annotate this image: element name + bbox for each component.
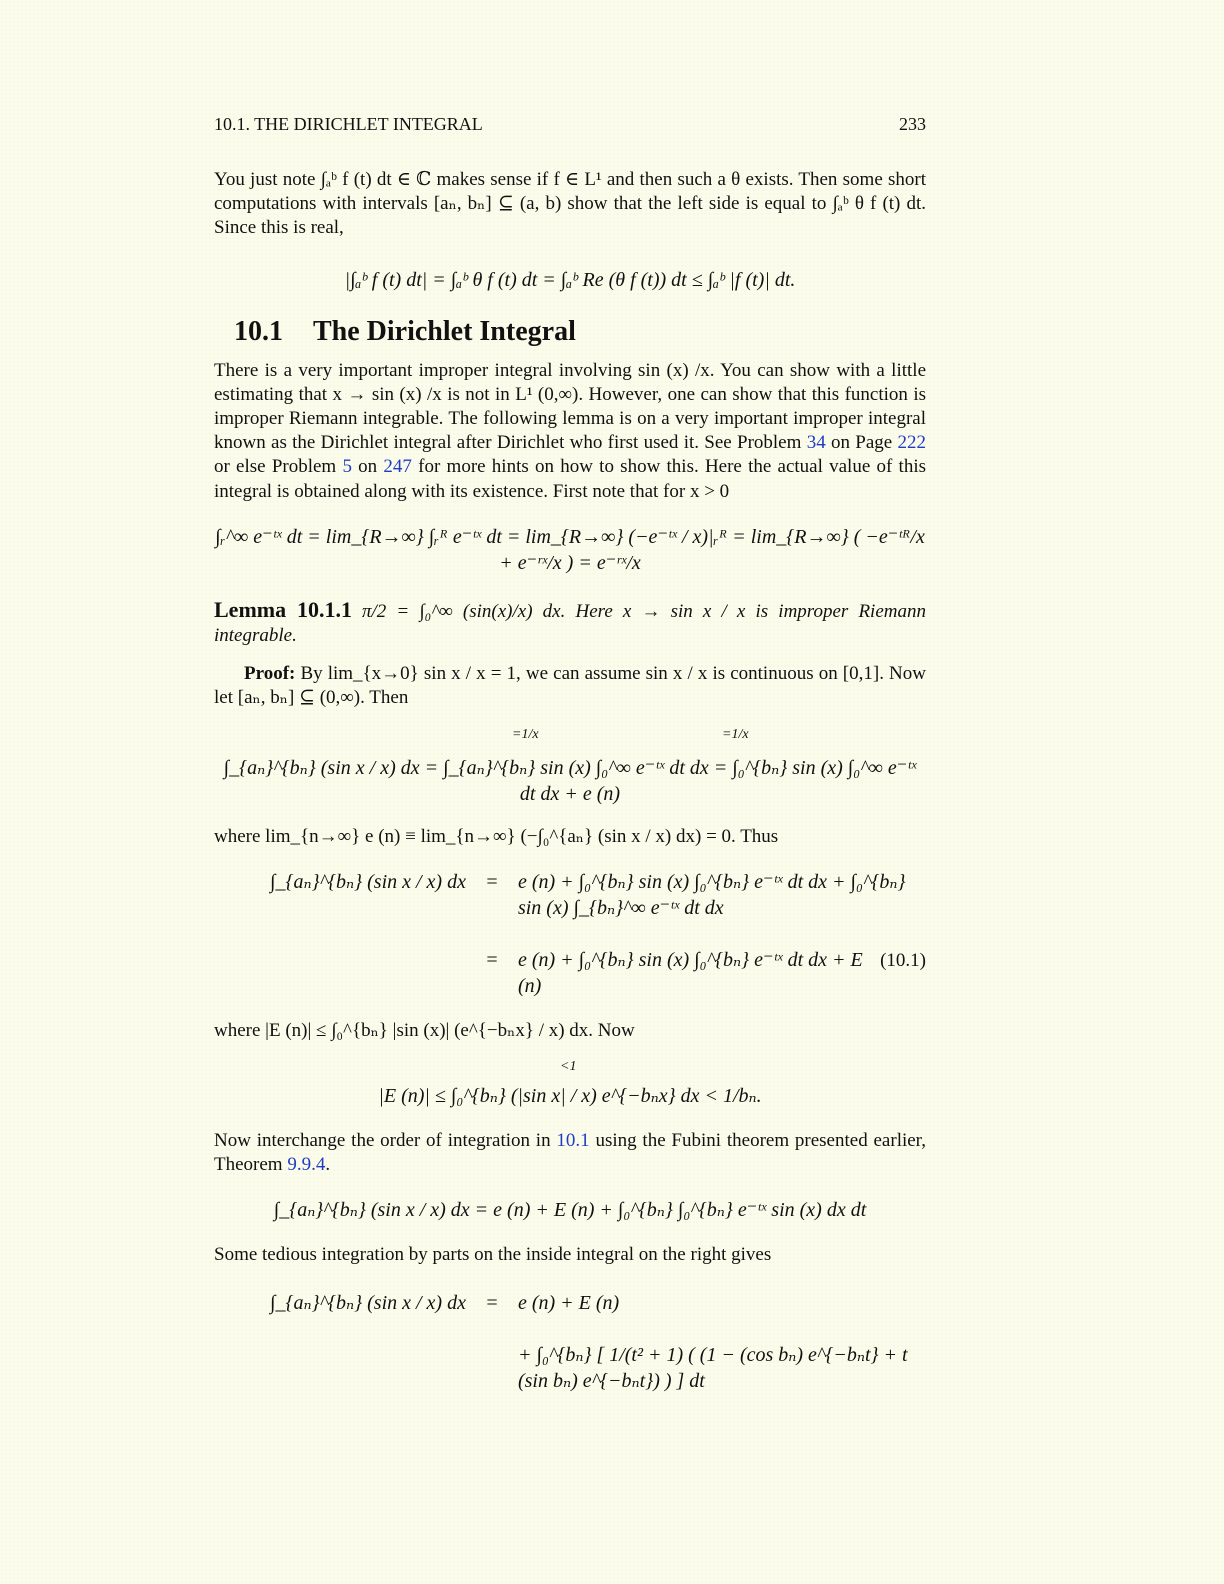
lemma-statement: π/2 = ∫₀^∞ (sin(x)/x) dx. Here x → sin x / x is improper Riemann integrable. <box>214 600 926 647</box>
proof-label: Proof: <box>244 663 296 685</box>
page-number: 233 <box>899 114 926 134</box>
running-header <box>214 112 926 136</box>
paragraph-dirichlet: There is a very important improper integral involving sin (x) /x. You can show with a little estimating that x → sin (x) /x is not in L¹ (0,∞). However, one can show that this function is improper Riemann integrable. The following lemma is on a very important improper integral known as the Dirichlet integral after Dirichlet who first used it. See Problem 34 on Page 222 or else Problem 5 on 247 for more hints on how to show this. Here the actual value of this integral is obtained along with its existence. First note that for x > 0 <box>214 359 927 502</box>
section-title: The Dirichlet Integral <box>313 315 576 347</box>
equation-fubini: ∫_{aₙ}^{bₙ} (sin x / x) dx = e (n) + E (n) + ∫₀^{bₙ} ∫₀^{bₙ} e⁻ᵗˣ sin (x) dx dt <box>273 1199 867 1222</box>
equation-10-1-lhs: ∫_{aₙ}^{bₙ} (sin x / x) dx <box>270 870 466 893</box>
proof-paragraph: Proof: By lim_{x→0} sin x / x = 1, we can assume sin x / x is continuous on [0,1]. Now let [aₙ, bₙ] ⊆ (0,∞). Then <box>214 663 926 709</box>
overbrace-label-1: =1/x <box>512 726 539 742</box>
equation-final-eq-sign: = <box>486 1291 498 1314</box>
running-title: 10.1. THE DIRICHLET INTEGRAL <box>214 114 483 134</box>
link-page-222[interactable]: 222 <box>897 432 926 454</box>
link-problem-34[interactable]: 34 <box>806 432 826 454</box>
page-body <box>214 112 926 1394</box>
equation-integral-bound: |∫ₐᵇ f (t) dt| = ∫ₐᵇ θ f (t) dt = ∫ₐᵇ Re (θ f (t)) dt ≤ ∫ₐᵇ |f (t)| dt. <box>344 268 796 291</box>
underbrace-label: <1 <box>560 1059 577 1075</box>
equation-10-1 <box>214 869 926 999</box>
section-number: 10.1 <box>234 315 283 347</box>
equation-10-1-eq-sign: = <box>486 870 498 893</box>
equation-exponential-integral: ∫ᵣ^∞ e⁻ᵗˣ dt = lim_{R→∞} ∫ᵣᴿ e⁻ᵗˣ dt = lim_{R→∞} (−e⁻ᵗˣ / x)|ᵣᴿ = lim_{R→∞} ( −e⁻ᵗᴿ/x + e⁻ʳˣ/x ) = e⁻ʳˣ/x <box>215 525 925 574</box>
underbrace-labels <box>214 1057 926 1079</box>
equation-10-1-line1: e (n) + ∫₀^{bₙ} sin (x) ∫₀^{bₙ} e⁻ᵗˣ dt dx + ∫₀^{bₙ} sin (x) ∫_{bₙ}^∞ e⁻ᵗˣ dt dx <box>517 870 906 919</box>
lemma-10-1-1 <box>214 598 926 648</box>
paragraph-where-E: where |E (n)| ≤ ∫₀^{bₙ} |sin (x)| (e^{−bₙx} / x) dx. Now <box>214 1019 635 1041</box>
link-theorem-9-9-4[interactable]: 9.9.4 <box>287 1154 326 1176</box>
paragraph-fubini: Now interchange the order of integration in 10.1 using the Fubini theorem presented earlier, Theorem 9.9.4. <box>214 1130 927 1176</box>
overbrace-label-2: =1/x <box>722 726 749 742</box>
paragraph-intro: You just note ∫ₐᵇ f (t) dt ∈ ℂ makes sense if f ∈ L¹ and then such a θ exists. Then some short computations with intervals [aₙ, bₙ] ⊆ (a, b) show that the left side is equal to ∫ₐᵇ θ f (t) dt. Since this is real, <box>214 169 926 239</box>
equation-number: (10.1) <box>880 949 926 971</box>
section-heading <box>214 315 926 349</box>
lemma-label: Lemma 10.1.1 <box>214 596 352 622</box>
paragraph-integration-by-parts: Some tedious integration by parts on the inside integral on the right gives <box>214 1244 772 1266</box>
link-page-247[interactable]: 247 <box>383 456 412 478</box>
overbrace-labels <box>214 725 926 747</box>
link-problem-5[interactable]: 5 <box>342 456 352 478</box>
equation-split-integral: ∫_{aₙ}^{bₙ} (sin x / x) dx = ∫_{aₙ}^{bₙ} sin (x) ∫₀^∞ e⁻ᵗˣ dt dx = ∫₀^{bₙ} sin (x) ∫₀^∞ e⁻ᵗˣ dt dx + e (n) <box>223 756 917 805</box>
link-equation-10-1[interactable]: 10.1 <box>556 1130 590 1152</box>
equation-10-1-line2: e (n) + ∫₀^{bₙ} sin (x) ∫₀^{bₙ} e⁻ᵗˣ dt dx + E (n) <box>517 948 863 997</box>
equation-10-1-eq-sign-2: = <box>486 948 498 971</box>
equation-final-lhs: ∫_{aₙ}^{bₙ} (sin x / x) dx <box>270 1291 466 1314</box>
equation-final-line1: e (n) + E (n) <box>517 1291 620 1314</box>
equation-final-line2: + ∫₀^{bₙ} [ 1/(t² + 1) ( (1 − (cos bₙ) e^{−bₙt} + t (sin bₙ) e^{−bₙt}) ) ] dt <box>517 1343 908 1392</box>
paragraph-where-limit: where lim_{n→∞} e (n) ≡ lim_{n→∞} (−∫₀^{aₙ} (sin x / x) dx) = 0. Thus <box>214 825 779 847</box>
equation-E-bound: |E (n)| ≤ ∫₀^{bₙ} (|sin x| / x) e^{−bₙx} dx < 1/bₙ. <box>378 1085 762 1108</box>
equation-final <box>214 1290 926 1394</box>
